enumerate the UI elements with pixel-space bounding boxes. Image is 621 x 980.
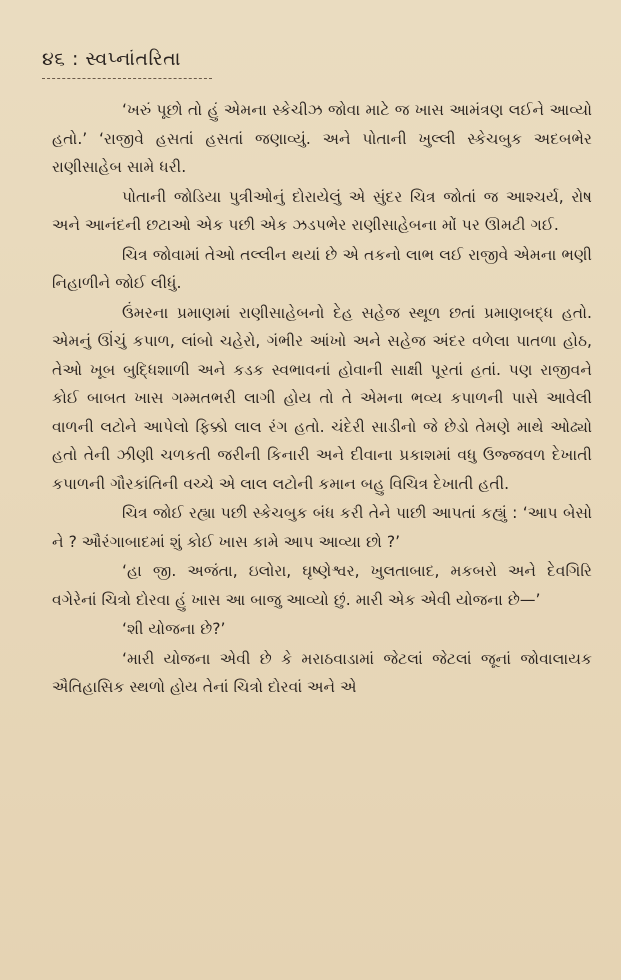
chapter-title: સ્વપ્નાંતરિતા [85, 48, 181, 70]
paragraph: ચિત્ર જોઈ રહ્યા પછી સ્કેચબુક બંધ કરી તેને પાછી આપતાં કહ્યું : ‘આપ બેસો ને ? ઔરંગાબાદમાં શું કોઈ ખાસ કામે આપ આવ્યા છો ?’ [52, 504, 592, 551]
paragraph: ચિત્ર જોવામાં તેઓ તલ્લીન થયાં છે એ તકનો લાભ લઈ રાજીવે એમના ભણી નિહાળીને જોઈ લીધું. [52, 245, 592, 292]
paragraph: ‘હા જી. અજંતા, ઇલોરા, ઘૃષ્ણેશ્વર, ખુલતાબાદ, મકબરો અને દેવગિરિ વગેરેનાં ચિત્રો દોરવા હું ખાસ આ બાજુ આવ્યો છું. મારી એક એવી યોજના છે—’ [52, 562, 592, 609]
page-body [52, 96, 592, 702]
paragraph: ‘શી યોજના છે?’ [122, 620, 226, 638]
paragraph: ઉંમરના પ્રમાણમાં રાણીસાહેબનો દેહ સહેજ સ્થૂળ છતાં પ્રમાણબદ્ધ હતો. એમનું ઊંચું કપાળ, લાંબો ચહેરો, ગંભીર આંખો અને સહેજ અંદર વળેલા પાતળા હોઠ, તેઓ ખૂબ બુદ્ધિશાળી અને કડક સ્વભાવનાં હોવાની સાક્ષી પૂરતાં હતાં. પણ રાજીવને કોઈ બાબત ખાસ ગમ્મતભરી લાગી હોય તો તે એમના ભવ્ય કપાળની પાસે આવેલી વાળની લટોને આપેલો ફિક્કો લાલ રંગ હતો. ચંદેરી સાડીનો જે છેડો તેમણે માથે ઓઢ્યો હતો તેની ઝીણી ચળકતી જરીની કિનારી અને દીવાના પ્રકાશમાં વધુ ઉજ્જવળ દેખાતી કપાળની ગૌરકાંતિની વચ્ચે એ લાલ લટોની કમાન બહુ વિચિત્ર દેખાતી હતી. [52, 303, 593, 493]
paragraph: ‘મારી યોજના એવી છે કે મરાઠવાડામાં જેટલાં જેટલાં જૂનાં જોવાલાયક ઐતિહાસિક સ્થળો હોય તેનાં ચિત્રો દોરવાં અને એ [52, 649, 592, 696]
paragraph: પોતાની જોડિયા પુત્રીઓનું દોરાયેલું એ સુંદર ચિત્ર જોતાં જ આશ્ચર્ય, રોષ અને આનંદની છટાઓ એક પછી એક ઝડપભેર રાણીસાહેબના મોં પર ઊમટી ગઈ. [52, 187, 592, 234]
header-rule [42, 78, 212, 79]
running-header [42, 48, 181, 70]
header-separator: : [71, 48, 79, 70]
page-number: ૪૬ [42, 48, 66, 70]
paragraph: ‘ખરું પૂછો તો હું એમના સ્કેચીઝ જોવા માટે જ ખાસ આમંત્રણ લઈને આવ્યો હતો.’ ‘રાજીવે હસતાં હસતાં જણાવ્યું. અને પોતાની ખુલ્લી સ્કેચબુક અદબભેર રાણીસાહેબ સામે ધરી. [52, 101, 592, 176]
